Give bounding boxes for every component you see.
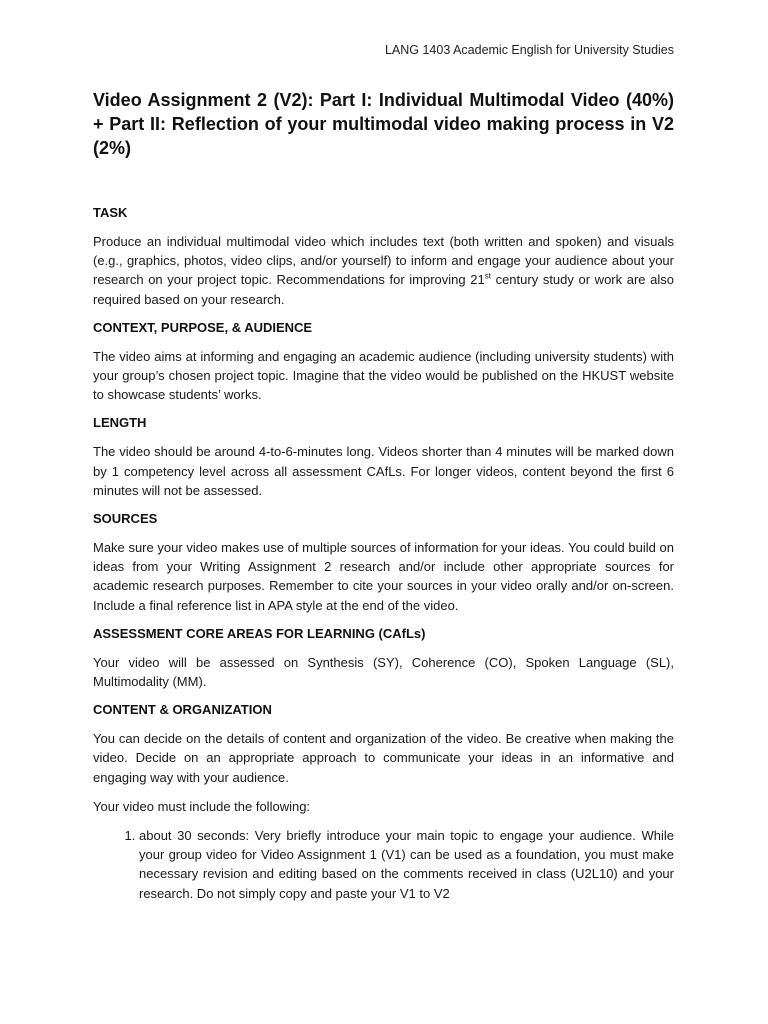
assessment-paragraph: Your video will be assessed on Synthesis (SY), Coherence (CO), Spoken Language (SL), Multimodality (MM). bbox=[93, 654, 674, 690]
assessment-heading: ASSESSMENT CORE AREAS FOR LEARNING (CAfLs) bbox=[93, 625, 426, 641]
document-body bbox=[93, 88, 674, 903]
content-organization-paragraph: You can decide on the details of content and organization of the video. Be creative when making the video. Decide on an appropriate approach to communicate your ideas in an informative and engaging way with your audience. bbox=[93, 731, 674, 785]
task-ordinal-suffix: st bbox=[484, 272, 491, 282]
task-paragraph bbox=[93, 232, 674, 309]
context-heading: CONTEXT, PURPOSE, & AUDIENCE bbox=[93, 319, 313, 335]
length-heading: LENGTH bbox=[93, 415, 147, 431]
sources-heading: SOURCES bbox=[93, 511, 158, 527]
task-text-b: century study or work are also required based on your research. bbox=[93, 272, 674, 307]
task-text-a: Produce an individual multimodal video which includes text (both written and spoken) and visuals (e.g., graphics, photos, video clips, and/or yourself) to inform and engage your audience about your research on your project topic. Recommendations for improving 21 bbox=[93, 234, 674, 288]
sources-paragraph: Make sure your video makes use of multiple sources of information for your ideas. You could build on ideas from your Writing Assignment 2 research and/or include other appropriate sources for academic research purposes. Remember to cite your sources in your video orally and/or on-screen. Include a final reference list in APA style at the end of the video. bbox=[93, 540, 674, 613]
length-paragraph: The video should be around 4-to-6-minutes long. Videos shorter than 4 minutes will be marked down by 1 competency level across all assessment CAfLs. For longer videos, content beyond the first 6 minutes will not be assessed. bbox=[93, 444, 674, 498]
requirements-list bbox=[93, 826, 674, 903]
task-heading: TASK bbox=[93, 205, 128, 220]
list-item: 1. about 30 seconds: Very briefly introduce your main topic to engage your audience. While your group video for Video Assignment 1 (V1) can be used as a foundation, you must make necessary revision and editing based on the comments received in class (U2L10) and your research. Do not simply copy and paste your V1 to V2 bbox=[139, 826, 674, 903]
running-header: LANG 1403 Academic English for University Studies bbox=[384, 43, 674, 57]
requirements-intro: Your video must include the following: bbox=[93, 798, 311, 814]
document-title: Video Assignment 2 (V2): Part I: Individual Multimodal Video (40%) + Part II: Reflection of your multimodal video making process in V2 (2%) bbox=[93, 90, 674, 158]
content-organization-heading: CONTENT & ORGANIZATION bbox=[93, 702, 272, 718]
context-paragraph: The video aims at informing and engaging an academic audience (including university students) with your group’s chosen project topic. Imagine that the video would be published on the HKUST website to showcase students’ works. bbox=[93, 348, 674, 403]
